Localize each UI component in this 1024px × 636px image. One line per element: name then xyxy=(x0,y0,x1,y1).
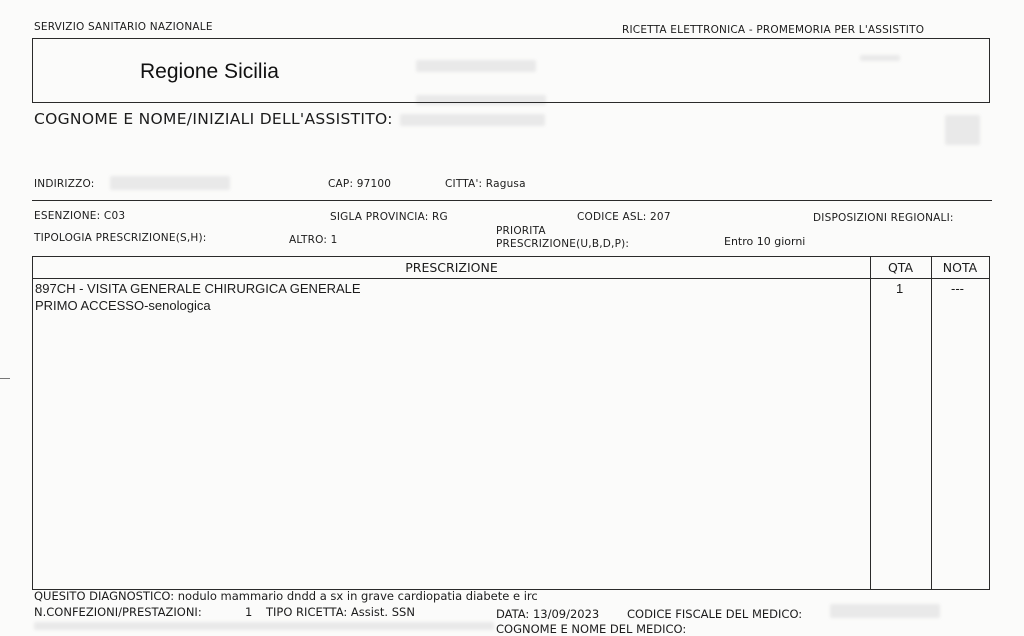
asl-code-field: CODICE ASL: 207 xyxy=(577,211,671,223)
patient-divider xyxy=(32,200,992,201)
date-field: DATA: 13/09/2023 xyxy=(496,607,600,621)
priority-label-line1: PRIORITA xyxy=(496,225,546,237)
row-note: --- xyxy=(951,281,964,296)
redacted-address xyxy=(110,176,230,190)
packs-label: N.CONFEZIONI/PRESTAZIONI: xyxy=(34,605,202,619)
redacted-barcode xyxy=(416,60,536,72)
row-description-line2: PRIMO ACCESSO-senologica xyxy=(35,298,211,313)
region-name: Regione Sicilia xyxy=(140,60,279,83)
exemption-field: ESENZIONE: C03 xyxy=(34,210,126,222)
packs-value: 1 xyxy=(245,605,253,619)
priority-label-line2: PRESCRIZIONE(U,B,D,P): xyxy=(496,238,630,250)
row-description-line1: 897CH - VISITA GENERALE CHIRURGICA GENERALE xyxy=(35,281,361,296)
redacted-mark xyxy=(860,55,900,61)
diagnosis-field: QUESITO DIAGNOSTICO: nodulo mammario dndd a sx in grave cardiopatia diabete e irc xyxy=(34,589,538,603)
city-field: CITTA': Ragusa xyxy=(445,178,526,190)
header-divider xyxy=(32,102,990,103)
redacted-patient-name xyxy=(400,114,545,126)
header-prescription: PRESCRIZIONE xyxy=(405,260,498,275)
prescription-table xyxy=(32,256,990,590)
redacted-mark-right xyxy=(945,115,980,145)
address-label: INDIRIZZO: xyxy=(34,178,95,190)
redacted-barcode-2 xyxy=(416,95,546,105)
document-type: RICETTA ELETTRONICA - PROMEMORIA PER L'ASSISTITO xyxy=(622,24,925,36)
table-header-divider xyxy=(33,278,989,279)
redacted-doctor-fiscal xyxy=(830,604,940,618)
other-field: ALTRO: 1 xyxy=(289,234,338,246)
scan-artifact xyxy=(0,378,10,379)
header-qty: QTA xyxy=(887,260,914,275)
service-name: SERVIZIO SANITARIO NAZIONALE xyxy=(34,21,213,33)
table-col-divider-2 xyxy=(931,257,932,589)
recipe-type-field: TIPO RICETTA: Assist. SSN xyxy=(266,605,415,619)
priority-value: Entro 10 giorni xyxy=(724,235,806,248)
cap-field: CAP: 97100 xyxy=(328,178,392,190)
doctor-fiscal-label: CODICE FISCALE DEL MEDICO: xyxy=(627,607,803,621)
doctor-name-label: COGNOME E NOME DEL MEDICO: xyxy=(496,622,687,636)
row-qty: 1 xyxy=(896,281,904,296)
province-field: SIGLA PROVINCIA: RG xyxy=(330,211,448,223)
regional-field: DISPOSIZIONI REGIONALI: xyxy=(813,212,954,224)
prescription-type-field: TIPOLOGIA PRESCRIZIONE(S,H): xyxy=(34,232,207,244)
header-note: NOTA xyxy=(942,260,978,275)
redacted-bottom-code xyxy=(34,622,494,630)
table-col-divider-1 xyxy=(870,257,871,589)
patient-name-label: COGNOME E NOME/INIZIALI DELL'ASSISTITO: xyxy=(34,110,393,128)
